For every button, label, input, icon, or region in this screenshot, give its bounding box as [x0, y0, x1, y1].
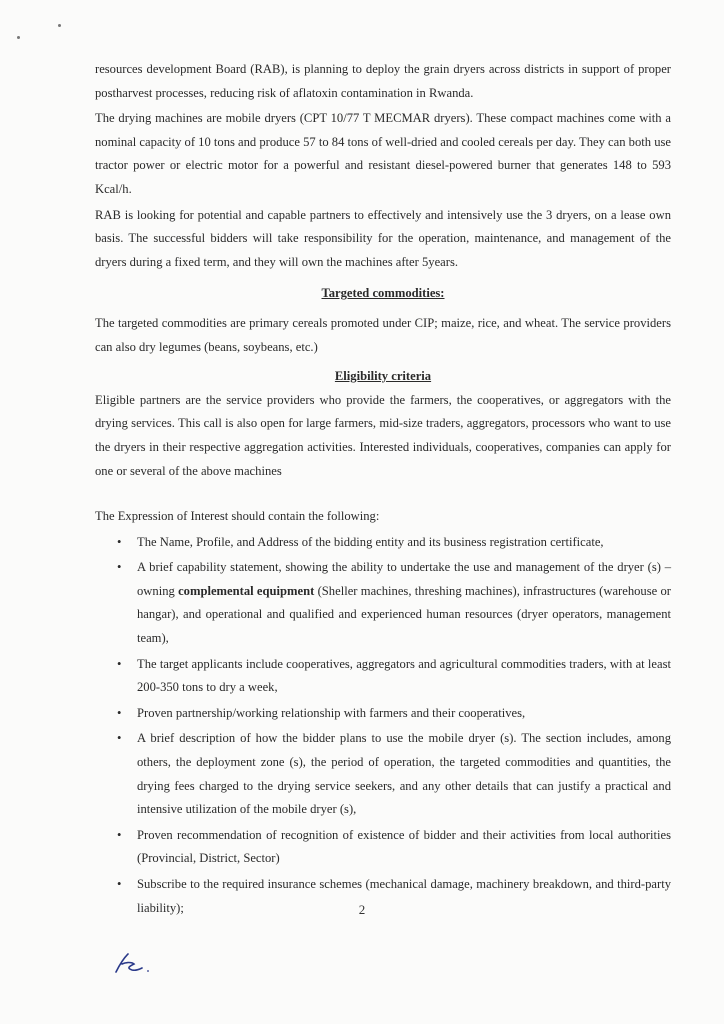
bullet-icon: • — [117, 560, 122, 575]
list-item-text — [137, 556, 671, 650]
requirements-list — [95, 531, 671, 921]
list-item — [95, 727, 671, 821]
heading-targeted-commodities: Targeted commodities: — [321, 286, 445, 301]
bold-term: complemental equipment — [178, 583, 315, 598]
heading-eligibility-criteria: Eligibility criteria — [334, 369, 432, 384]
list-item-text: Proven recommendation of recognition of existence of bidder and their activities from local authorities (Provincial, District, Sector) — [137, 827, 671, 866]
list-item-text: Subscribe to the required insurance schemes (mechanical damage, machinery breakdown, and third-party liability); — [137, 877, 671, 915]
scan-speck — [17, 36, 20, 39]
list-item-text-part: A brief capability statement, showing the ability to undertake the use and management of the dryer (s) – owning — [137, 560, 671, 598]
page-number: 2 — [358, 902, 366, 917]
bullet-icon: • — [117, 534, 122, 549]
bullet-icon: • — [117, 731, 122, 746]
list-item-text: A brief description of how the bidder plans to use the mobile dryer (s). The section includes, among others, the deployment zone (s), the period of operation, the targeted commodities and quantities, the drying fees charged to the drying service seekers, and any other details that can justify a practical and intensive utilization of the mobile dryer (s), — [137, 731, 671, 817]
list-item-text: The Name, Profile, and Address of the bidding entity and its business registration certificate, — [137, 534, 604, 549]
paragraph-partners: RAB is looking for potential and capable partners to effectively and intensively use the 3 dryers, on a lease own basis. The successful bidders will take responsibility for the operation, maintenance, and management of the dryers during a fixed term, and they will own the machines after 5years. — [95, 207, 671, 269]
list-item — [95, 531, 671, 555]
list-item-text: The target applicants include cooperatives, aggregators and agricultural commodities traders, with at least 200-350 tons to dry a week, — [137, 656, 671, 695]
bullet-icon: • — [117, 705, 122, 720]
list-item — [95, 824, 671, 871]
list-item — [95, 556, 671, 650]
list-item — [95, 653, 671, 700]
paragraph-drying-machines: The drying machines are mobile dryers (CPT 10/77 T MECMAR dryers). These compact machines come with a nominal capacity of 10 tons and produce 57 to 84 tons of well-dried and cooled cereals per day. They can both use tractor power or electric motor for a powerful and resistant diesel-powered burner that generates 148 to 593 Kcal/h. — [95, 111, 671, 196]
bullet-icon: • — [117, 827, 122, 842]
bullet-icon: • — [117, 877, 122, 891]
list-item-text: Proven partnership/working relationship with farmers and their cooperatives, — [137, 705, 526, 720]
bullet-icon: • — [117, 656, 122, 671]
signature-icon — [112, 950, 152, 976]
paragraph-eligibility: Eligible partners are the service providers who provide the farmers, the cooperatives, or aggregators with the drying services. This call is also open for large farmers, mid-size traders, aggregators, processors who want to use the dryers in their respective aggregation activities. Interested individuals, cooperatives, companies can apply for one or several of the above machines — [95, 392, 671, 478]
paragraph-targeted-commodities: The targeted commodities are primary cereals promoted under CIP; maize, rice, and wheat. The service providers can also dry legumes (beans, soybeans, etc.) — [95, 315, 671, 354]
scan-speck — [58, 24, 61, 27]
paragraph-rab-intro: resources development Board (RAB), is planning to deploy the grain dryers across districts in support of proper postharvest processes, reducing risk of aflatoxin contamination in Rwanda. — [95, 62, 671, 100]
list-item-text-part: (Sheller machines, threshing machines), infrastructures (warehouse or hangar), and operational and qualified and experienced human resources (dryer operators, management team), — [137, 583, 671, 646]
paragraph-eoi-intro: The Expression of Interest should contain the following: — [95, 509, 380, 524]
document-page — [95, 58, 671, 922]
list-item — [95, 702, 671, 726]
